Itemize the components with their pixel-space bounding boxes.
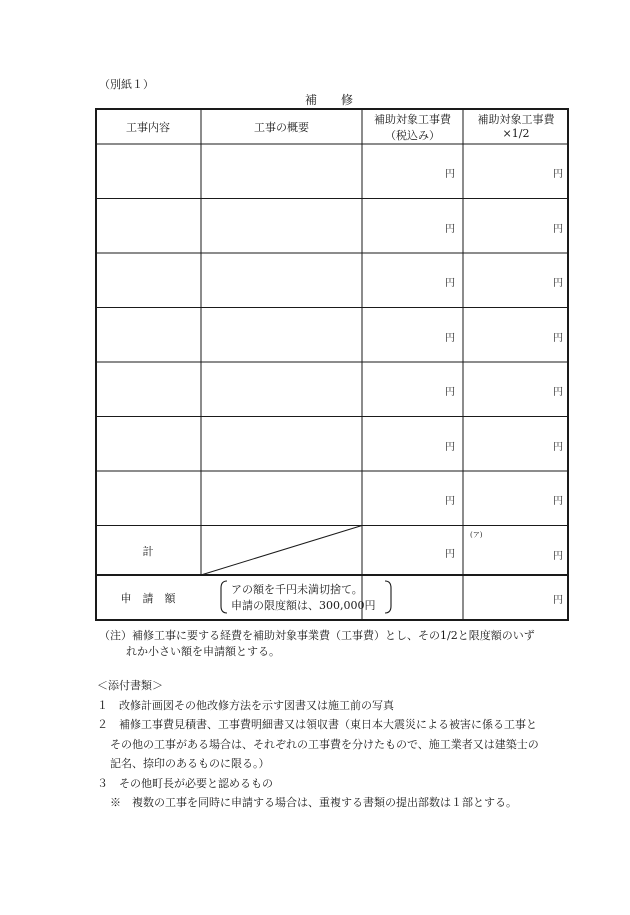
appendix-label: （別紙１） [99, 78, 154, 91]
attachment-item-3: ３ その他町長が必要と認めるもの [97, 776, 273, 790]
header-times-half: ×1/2 [502, 127, 530, 140]
yen-unit: 円 [553, 441, 563, 453]
apply-note-limit: 申請の限度額は、300,000円 [231, 599, 376, 612]
table-row [95, 417, 569, 472]
work-content-cell[interactable] [99, 144, 199, 198]
yen-unit: 円 [553, 169, 563, 180]
apply-yen-unit: 円 [553, 595, 563, 606]
attachment-item-2-cont: その他の工事がある場合は、それぞれの工事費を分けたもので、施工業者又は建築士の [110, 737, 539, 751]
page-title: 補 修 [305, 93, 354, 107]
total-label: 計 [142, 545, 154, 558]
work-content-cell[interactable] [99, 362, 199, 416]
work-content-cell[interactable] [99, 199, 199, 253]
header-tax-included: （税込み） [385, 129, 440, 142]
table-row [95, 144, 569, 199]
total-half-yen-unit: 円 [553, 551, 563, 562]
table-row [95, 471, 569, 526]
header-subsidy-half: 補助対象工事費 [477, 113, 555, 126]
apply-note-bracket [220, 580, 392, 614]
attachment-item-1: １ 改修計画図その他改修方法を示す図書又は施工前の写真 [97, 698, 394, 712]
yen-unit: 円 [445, 169, 455, 180]
yen-unit: 円 [445, 278, 455, 289]
header-work-content: 工事内容 [126, 121, 170, 134]
work-summary-cell[interactable] [203, 144, 360, 198]
table-row [95, 199, 569, 254]
yen-unit: 円 [445, 332, 455, 344]
work-content-cell[interactable] [99, 471, 199, 525]
table-row [95, 308, 569, 363]
yen-unit: 円 [553, 278, 563, 289]
work-summary-cell[interactable] [203, 471, 360, 525]
total-yen-unit: 円 [445, 549, 455, 560]
work-content-cell[interactable] [99, 253, 199, 307]
work-content-cell[interactable] [99, 417, 199, 471]
table-row [95, 362, 569, 417]
work-content-cell[interactable] [99, 308, 199, 362]
yen-unit: 円 [445, 387, 455, 398]
yen-unit: 円 [553, 496, 563, 507]
work-summary-cell[interactable] [203, 253, 360, 307]
attachment-item-2: ２ 補修工事費見積書、工事費明細書又は領収書（東日本大震災による被害に係る工事と [97, 718, 537, 731]
work-summary-cell[interactable] [203, 308, 360, 362]
attachment-remark: ※ 複数の工事を同時に申請する場合は、重複する書類の提出部数は１部とする。 [110, 796, 517, 809]
apply-note-rounding: アの額を千円未満切捨て。 [231, 583, 363, 596]
yen-unit: 円 [553, 223, 563, 235]
work-summary-cell[interactable] [203, 362, 360, 416]
work-summary-cell[interactable] [203, 199, 360, 253]
attachments-heading: ＜添付書類＞ [97, 679, 163, 692]
yen-unit: 円 [445, 223, 455, 235]
yen-unit: 円 [553, 387, 563, 398]
yen-unit: 円 [445, 496, 455, 507]
header-subsidy-cost: 補助対象工事費 [374, 113, 451, 126]
table-note-line: れか小さい額を申請額とする。 [126, 645, 280, 658]
table-note-line: （注）補修工事に要する経費を補助対象事業費（工事費）とし、その1/2と限度額のいず [99, 629, 535, 642]
table-row [95, 253, 569, 308]
work-summary-cell[interactable] [203, 417, 360, 471]
yen-unit: 円 [553, 332, 563, 344]
apply-amount-label: 申 請 額 [120, 592, 176, 605]
yen-unit: 円 [445, 441, 455, 453]
header-work-summary: 工事の概要 [254, 121, 309, 134]
total-mark-a: (ア) [470, 531, 483, 539]
attachment-item-2-cont: 記名、捺印のあるものに限る。） [110, 757, 270, 770]
